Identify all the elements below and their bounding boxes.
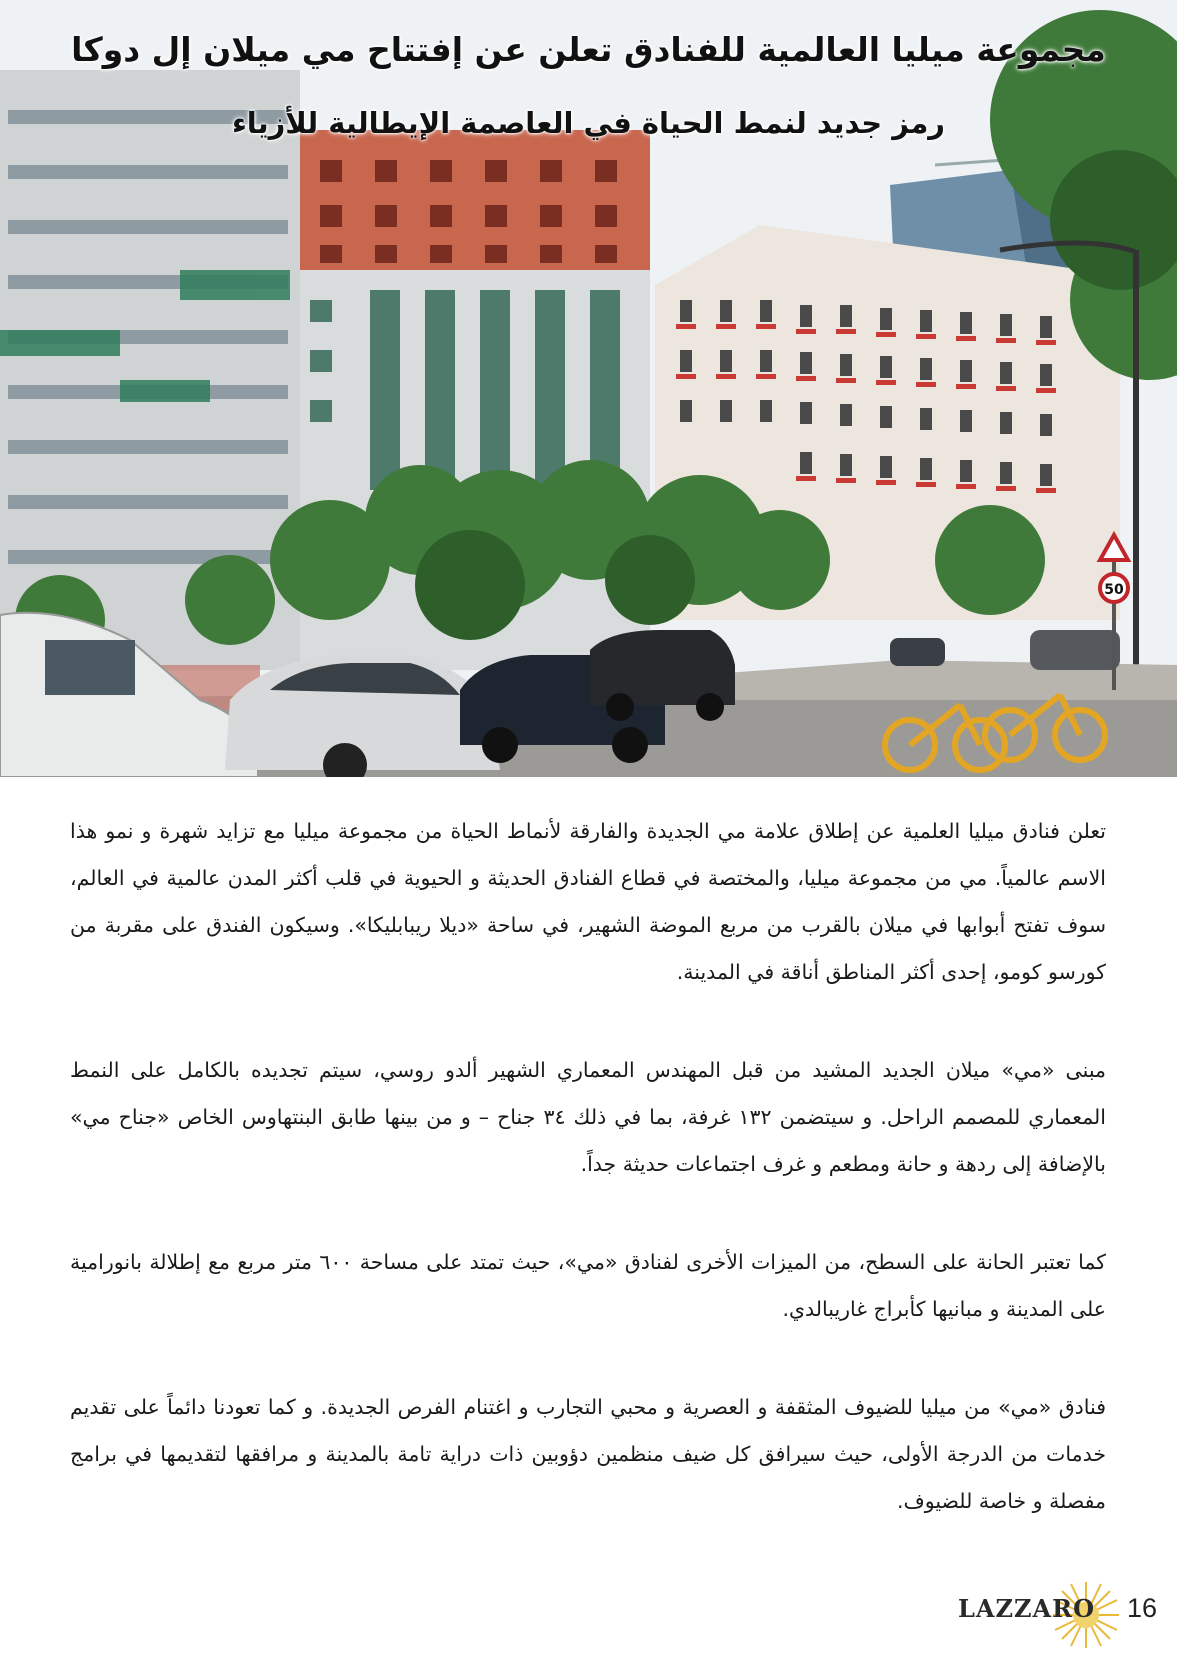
paragraph-2: مبنى «مي» ميلان الجديد المشيد من قبل المهندس المعماري الشهير ألدو روسي، سيتم تجديده بالكامل على النمط المعماري للمصمم الراحل. و سيتضمن ١٣٢ غرفة، بما في ذلك ٣٤ جناح – و من بينها طابق البنتهاوس الخاص «جناح مي» بالإضافة إلى ردهة و حانة ومطعم و غرف اجتماعات حديثة جداً. <box>70 1058 1106 1176</box>
brand-logo <box>958 1594 1105 1623</box>
article-subtitle: رمز جديد لنمط الحياة في العاصمة الإيطالية للأزياء <box>231 106 945 140</box>
paragraph-3: كما تعتبر الحانة على السطح، من الميزات الأخرى لفنادق «مي»، حيث تمتد على مساحة ٦٠٠ متر مربع مع إطلالة بانورامية على المدينة و مبانيها كأبراج غاريبالدي. <box>70 1250 1106 1321</box>
paragraph-4: فنادق «مي» من ميليا للضيوف المثقفة و العصرية و محبي التجارب و اغتنام الفرص الجديدة. و كما تعودنا دائماً على تقديم خدمات من الدرجة الأولى، حيث سيرافق كل ضيف منظمين دؤوبين ذات دراية تامة بالمدينة و مرافقها لتقديمها في برامج مفصلة و خاصة للضيوف. <box>70 1395 1106 1513</box>
brand-name: LAZZARO <box>958 1593 1096 1623</box>
paragraph-1: تعلن فنادق ميليا العلمية عن إطلاق علامة مي الجديدة والفارقة لأنماط الحياة من مجموعة ميليا مع تزايد شهرة و نمو هذا الاسم عالمياً. مي من مجموعة ميليا، والمختصة في قطاع الفنادق الحديثة و الحيوية في قلب أكثر المدن عالمية في العالم، سوف تفتح أبوابها في ميلان بالقرب من مربع الموضة الشهير، في ساحة «ديلا ريبابليكا». وسيكون الفندق على مقربة من كورسو كومو، إحدى أكثر المناطق أناقة في المدينة. <box>70 819 1106 984</box>
article-title: مجموعة ميليا العالمية للفنادق تعلن عن إفتتاح مي ميلان إل دوكا <box>71 30 1106 69</box>
article-body <box>70 808 1106 1576</box>
footer <box>958 1588 1157 1628</box>
speed-limit-sign: 50 <box>1104 582 1124 598</box>
page-number: 16 <box>1127 1592 1158 1623</box>
hero-image <box>0 0 1177 777</box>
